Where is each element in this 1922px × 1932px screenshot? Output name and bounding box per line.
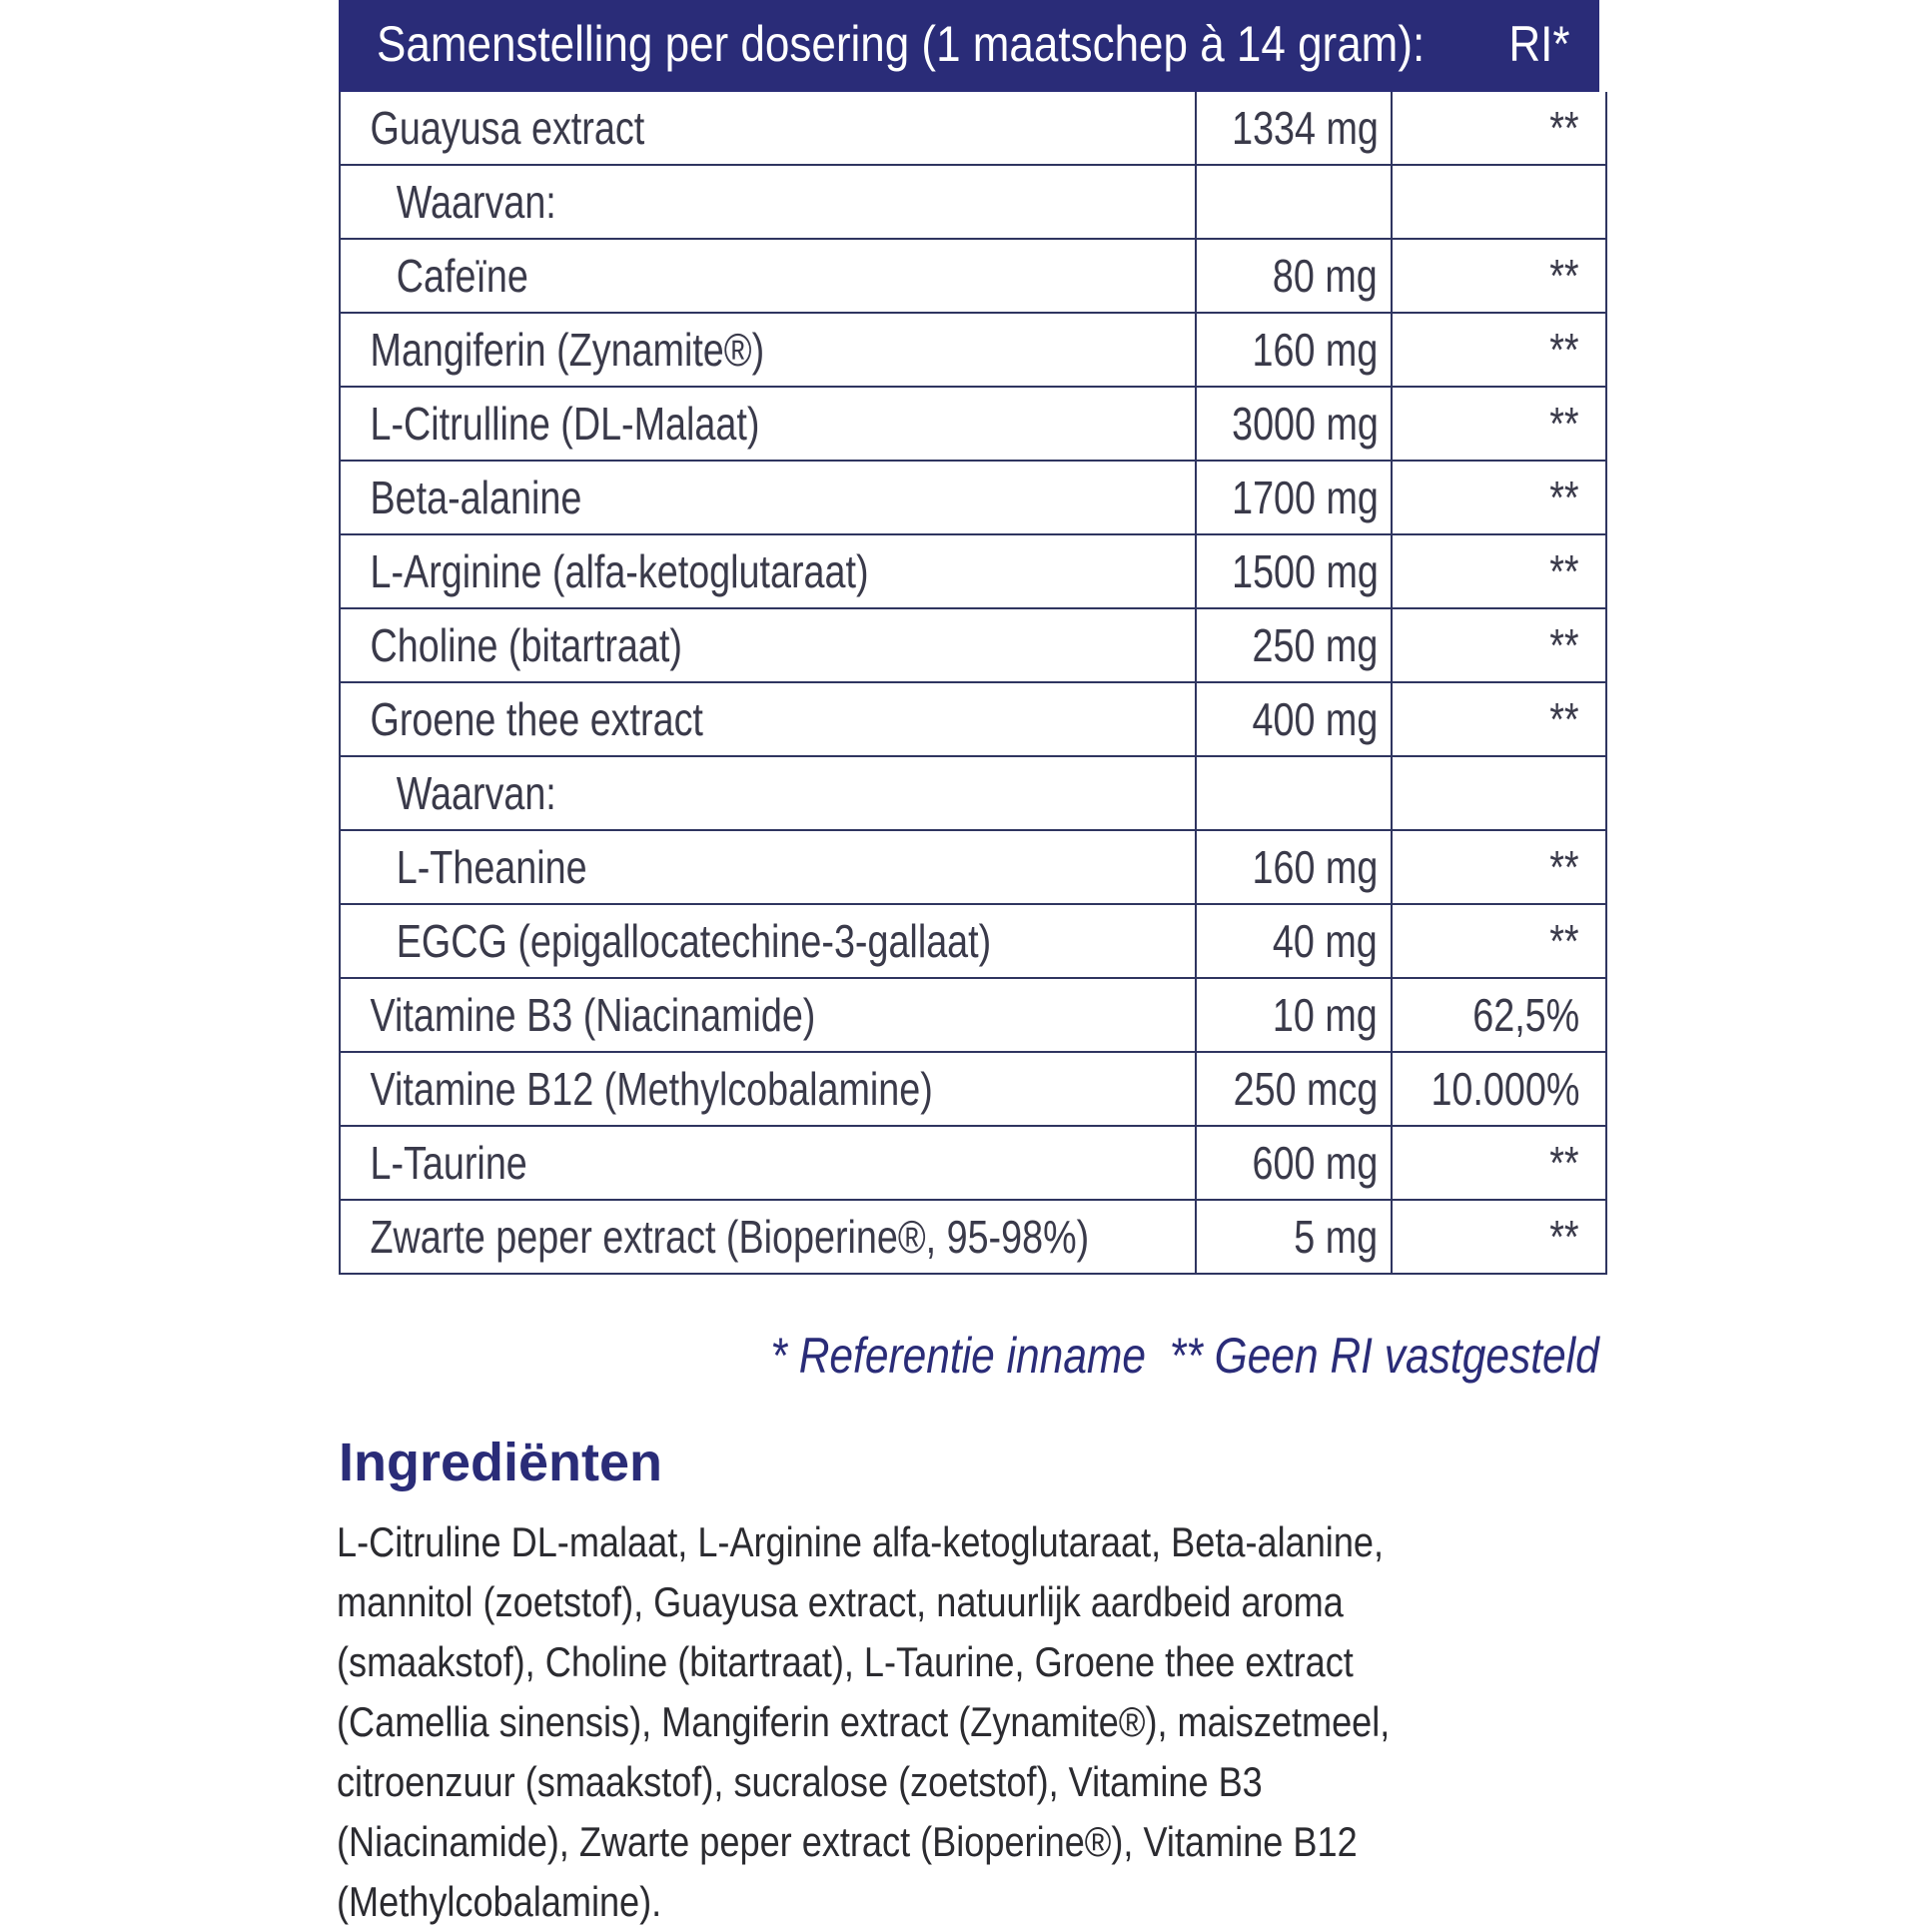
ingredients-text — [337, 1512, 1715, 1932]
nutrient-ri: 10.000% — [1431, 1063, 1580, 1115]
nutrient-ri: ** — [1549, 693, 1579, 745]
nutrient-ri: ** — [1549, 102, 1579, 154]
table-row — [340, 313, 1606, 387]
table-row — [340, 239, 1606, 313]
table-header — [339, 0, 1599, 92]
nutrient-ri: ** — [1549, 841, 1579, 893]
nutrient-name-cell — [340, 978, 1196, 1052]
table-header-title: Samenstelling per dosering (1 maatschep à 14 gram): — [377, 16, 1426, 72]
nutrient-name-cell — [340, 313, 1196, 387]
ingredients-line: L-Citruline DL-malaat, L-Arginine alfa-ketoglutaraat, Beta-alanine, — [337, 1518, 1385, 1565]
nutrient-amount: 1334 mg — [1232, 102, 1379, 154]
nutrient-name-cell — [340, 1052, 1196, 1126]
nutrient-amount-cell — [1196, 165, 1392, 239]
footnote — [771, 1325, 1599, 1387]
nutrient-amount-cell — [1196, 239, 1392, 313]
nutrient-ri: ** — [1549, 250, 1579, 302]
nutrient-name-cell — [340, 239, 1196, 313]
ingredients-line: citroenzuur (smaakstof), sucralose (zoetstof), Vitamine B3 — [337, 1758, 1263, 1805]
nutrient-amount-cell — [1196, 904, 1392, 978]
nutrient-amount: 1500 mg — [1232, 545, 1379, 597]
nutrient-name-cell — [340, 904, 1196, 978]
nutrient-amount: 80 mg — [1273, 250, 1378, 302]
nutrient-name: Vitamine B12 (Methylcobalamine) — [370, 1063, 933, 1115]
table-row — [340, 461, 1606, 534]
nutrient-amount: 1700 mg — [1232, 472, 1379, 523]
table-row — [340, 1052, 1606, 1126]
nutrition-table — [339, 0, 1599, 1275]
nutrient-ri-cell — [1392, 92, 1606, 165]
nutrient-amount-cell — [1196, 608, 1392, 682]
ingredients-line: (Methylcobalamine). — [337, 1878, 662, 1925]
nutrient-amount-cell — [1196, 534, 1392, 608]
nutrient-ri-cell — [1392, 461, 1606, 534]
nutrient-name-cell — [340, 756, 1196, 830]
nutrient-name-cell — [340, 830, 1196, 904]
nutrient-name: Waarvan: — [396, 176, 556, 228]
table-row — [340, 830, 1606, 904]
nutrient-name-cell — [340, 682, 1196, 756]
nutrient-amount: 160 mg — [1252, 841, 1378, 893]
table-row — [340, 387, 1606, 461]
nutrient-ri-cell — [1392, 313, 1606, 387]
nutrient-name-cell — [340, 461, 1196, 534]
nutrient-ri: ** — [1549, 1211, 1579, 1263]
ingredients-title: Ingrediënten — [339, 1433, 663, 1492]
nutrient-ri-cell — [1392, 239, 1606, 313]
nutrient-amount: 3000 mg — [1232, 398, 1379, 450]
nutrient-name-cell — [340, 1126, 1196, 1200]
nutrient-name-cell — [340, 165, 1196, 239]
nutrient-amount-cell — [1196, 756, 1392, 830]
table-row — [340, 756, 1606, 830]
nutrient-ri-cell — [1392, 978, 1606, 1052]
footnote-ri: * Referentie inname — [770, 1328, 1147, 1384]
nutrient-ri-cell — [1392, 756, 1606, 830]
nutrient-amount-cell — [1196, 461, 1392, 534]
ingredients-line: (Camellia sinensis), Mangiferin extract (Zynamite®), maiszetmeel, — [337, 1698, 1391, 1745]
ingredients-line: mannitol (zoetstof), Guayusa extract, natuurlijk aardbeid aroma — [337, 1578, 1344, 1625]
table-row — [340, 534, 1606, 608]
nutrient-amount-cell — [1196, 313, 1392, 387]
nutrient-name-cell — [340, 1200, 1196, 1274]
nutrient-name: Mangiferin (Zynamite®) — [370, 324, 765, 376]
nutrient-ri-cell — [1392, 682, 1606, 756]
nutrient-ri: ** — [1549, 472, 1579, 523]
table-row — [340, 1200, 1606, 1274]
nutrient-ri-cell — [1392, 165, 1606, 239]
nutrient-amount: 600 mg — [1252, 1137, 1378, 1189]
nutrient-name: Guayusa extract — [370, 102, 645, 154]
nutrient-name: Vitamine B3 (Niacinamide) — [370, 989, 816, 1041]
nutrient-ri-cell — [1392, 1052, 1606, 1126]
nutrient-amount-cell — [1196, 978, 1392, 1052]
table-row — [340, 904, 1606, 978]
nutrient-name: Groene thee extract — [370, 693, 703, 745]
table-row — [340, 978, 1606, 1052]
nutrient-amount: 10 mg — [1273, 989, 1378, 1041]
nutrient-amount-cell — [1196, 1052, 1392, 1126]
nutrient-name: Choline (bitartraat) — [370, 619, 682, 671]
nutrient-amount-cell — [1196, 1200, 1392, 1274]
nutrient-amount: 40 mg — [1273, 915, 1378, 967]
nutrient-amount: 250 mg — [1252, 619, 1378, 671]
nutrient-amount-cell — [1196, 387, 1392, 461]
nutrient-name: Beta-alanine — [370, 472, 582, 523]
ingredients-line: (smaakstof), Choline (bitartraat), L-Taurine, Groene thee extract — [337, 1638, 1354, 1685]
nutrient-name: L-Taurine — [370, 1137, 527, 1189]
nutrient-ri: ** — [1549, 619, 1579, 671]
nutrient-ri-cell — [1392, 608, 1606, 682]
nutrient-ri-cell — [1392, 1200, 1606, 1274]
nutrient-ri-cell — [1392, 1126, 1606, 1200]
nutrient-amount-cell — [1196, 682, 1392, 756]
nutrient-ri: ** — [1549, 1137, 1579, 1189]
nutrient-name-cell — [340, 92, 1196, 165]
nutrient-name: L-Theanine — [396, 841, 587, 893]
nutrient-ri-cell — [1392, 387, 1606, 461]
nutrient-name: L-Arginine (alfa-ketoglutaraat) — [370, 545, 869, 597]
nutrient-name: Waarvan: — [396, 767, 556, 819]
table-row — [340, 1126, 1606, 1200]
nutrient-name: EGCG (epigallocatechine-3-gallaat) — [396, 915, 992, 967]
ingredients-line: (Niacinamide), Zwarte peper extract (Bioperine®), Vitamine B12 — [337, 1818, 1358, 1865]
nutrient-ri-cell — [1392, 830, 1606, 904]
nutrient-name: L-Citrulline (DL-Malaat) — [370, 398, 760, 450]
nutrient-name: Cafeïne — [396, 250, 528, 302]
nutrient-amount: 400 mg — [1252, 693, 1378, 745]
nutrient-amount-cell — [1196, 830, 1392, 904]
nutrient-ri: ** — [1549, 545, 1579, 597]
nutrient-rows — [339, 92, 1607, 1275]
nutrient-amount: 5 mg — [1294, 1211, 1378, 1263]
table-row — [340, 682, 1606, 756]
nutrient-ri: ** — [1549, 398, 1579, 450]
nutrient-amount: 250 mcg — [1233, 1063, 1378, 1115]
nutrient-ri: ** — [1549, 324, 1579, 376]
nutrient-ri-cell — [1392, 534, 1606, 608]
nutrient-amount: 160 mg — [1252, 324, 1378, 376]
nutrient-amount-cell — [1196, 1126, 1392, 1200]
table-row — [340, 608, 1606, 682]
nutrient-ri: 62,5% — [1471, 989, 1579, 1041]
table-header-ri: RI* — [1507, 16, 1569, 72]
nutrient-ri-cell — [1392, 904, 1606, 978]
nutrient-name-cell — [340, 608, 1196, 682]
footnote-no-ri: ** Geen RI vastgesteld — [1170, 1328, 1599, 1384]
nutrient-ri: ** — [1549, 915, 1579, 967]
table-row — [340, 165, 1606, 239]
nutrient-name-cell — [340, 387, 1196, 461]
nutrient-name-cell — [340, 534, 1196, 608]
nutrient-name: Zwarte peper extract (Bioperine®, 95-98%) — [370, 1211, 1090, 1263]
table-row — [340, 92, 1606, 165]
nutrient-amount-cell — [1196, 92, 1392, 165]
